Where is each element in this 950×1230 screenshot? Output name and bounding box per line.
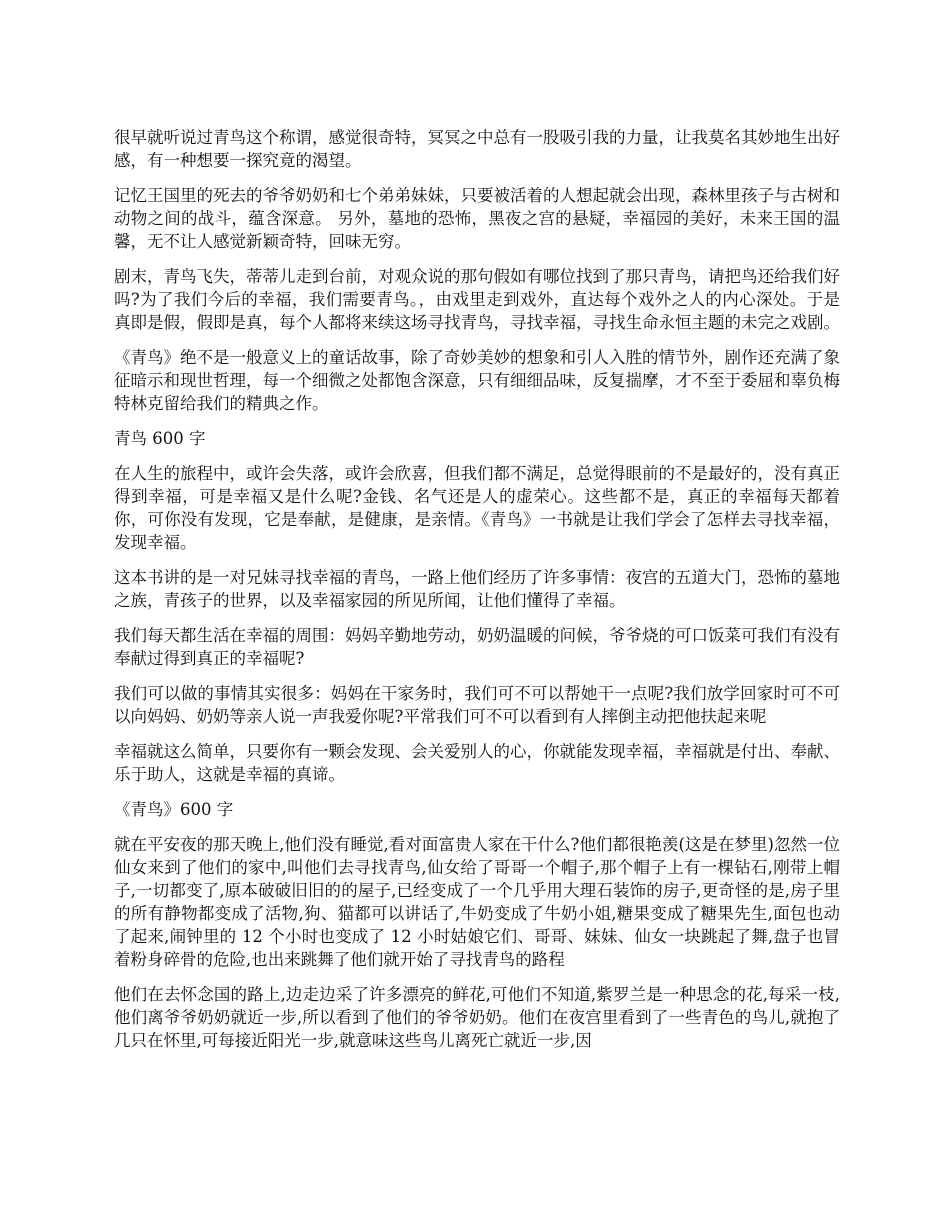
paragraph: 记忆王国里的死去的爷爷奶奶和七个弟弟妹妹，只要被活着的人想起就会出现，森林里孩子与古树和动物之间的战斗，蕴含深意。 另外，墓地的恐怖，黑夜之宫的悬疑，幸福园的美好，未来王国的温馨，无不让人感觉新颖奇特，回味无穷。 xyxy=(114,186,840,251)
paragraph: 这本书讲的是一对兄妹寻找幸福的青鸟，一路上他们经历了许多事情：夜宫的五道大门，恐怖的墓地之族，青孩子的世界，以及幸福家园的所见所闻，让他们懂得了幸福。 xyxy=(114,568,840,610)
paragraph: 就在平安夜的那天晚上,他们没有睡觉,看对面富贵人家在干什么?他们都很艳羡(这是在梦里)忽然一位仙女来到了他们的家中,叫他们去寻找青鸟,仙女给了哥哥一个帽子,那个帽子上有一棵钻石,刚带上帽子,一切都变了,原本破破旧旧的的屋子,已经变成了一个几乎用大理石装饰的房子,更奇怪的是,房子里的所有静物都变成了活物,狗、猫都可以讲话了,牛奶变成了牛奶小姐,糖果变成了糖果先生,面包也动了起来,闹钟里的 12 个小时也变成了 12 小时姑娘它们、哥哥、妹妹、仙女一块跳起了舞,盘子也冒着粉身碎骨的危险,也出来跳舞了他们就开始了寻找青鸟的路程 xyxy=(114,835,840,969)
paragraph: 在人生的旅程中，或许会失落，或许会欣喜，但我们都不满足，总觉得眼前的不是最好的，没有真正得到幸福，可是幸福又是什么呢?金钱、名气还是人的虚荣心。这些都不是，真正的幸福每天都着你，可你没有发现，它是奉献，是健康，是亲情。《青鸟》一书就是让我们学会了怎样去寻找幸福，发现幸福。 xyxy=(114,464,840,552)
paragraph: 《青鸟》绝不是一般意义上的童话故事，除了奇妙美妙的想象和引人入胜的情节外，剧作还充满了象征暗示和现世哲理，每一个细微之处都饱含深意，只有细细品味，反复揣摩，才不至于委屈和辜负梅特林克留给我们的精典之作。 xyxy=(114,348,840,413)
paragraph: 他们在去怀念国的路上,边走边采了许多漂亮的鲜花,可他们不知道,紫罗兰是一种思念的花,每采一枝,他们离爷爷奶奶就近一步,所以看到了他们的爷爷奶奶。他们在夜宫里看到了一些青色的鸟儿,就抱了几只在怀里,可每接近阳光一步,就意味这些鸟儿离死亡就近一步,因 xyxy=(114,985,840,1050)
paragraph: 我们可以做的事情其实很多：妈妈在干家务时，我们可不可以帮她干一点呢?我们放学回家时可不可以向妈妈、奶奶等亲人说一声我爱你呢?平常我们可不可以看到有人摔倒主动把他扶起来呢 xyxy=(114,684,840,726)
document-body xyxy=(114,126,840,1064)
paragraph: 幸福就这么简单，只要你有一颗会发现、会关爱别人的心，你就能发现幸福，幸福就是付出、奉献、乐于助人，这就是幸福的真谛。 xyxy=(114,742,840,784)
section-heading: 《青鸟》600 字 xyxy=(114,800,234,819)
paragraph: 剧末，青鸟飞失，蒂蒂儿走到台前，对观众说的那句假如有哪位找到了那只青鸟，请把鸟还给我们好吗?为了我们今后的幸福，我们需要青鸟。，由戏里走到戏外，直达每个戏外之人的内心深处。于是真即是假，假即是真，每个人都将来续这场寻找青鸟，寻找幸福，寻找生命永恒主题的未完之戏剧。 xyxy=(114,267,840,332)
paragraph: 很早就听说过青鸟这个称谓，感觉很奇特，冥冥之中总有一股吸引我的力量，让我莫名其妙地生出好感，有一种想要一探究竟的渴望。 xyxy=(114,128,840,170)
section-heading: 青鸟 600 字 xyxy=(114,429,206,448)
paragraph: 我们每天都生活在幸福的周围：妈妈辛勤地劳动，奶奶温暖的问候，爷爷烧的可口饭菜可我们有没有奉献过得到真正的幸福呢? xyxy=(114,626,840,668)
